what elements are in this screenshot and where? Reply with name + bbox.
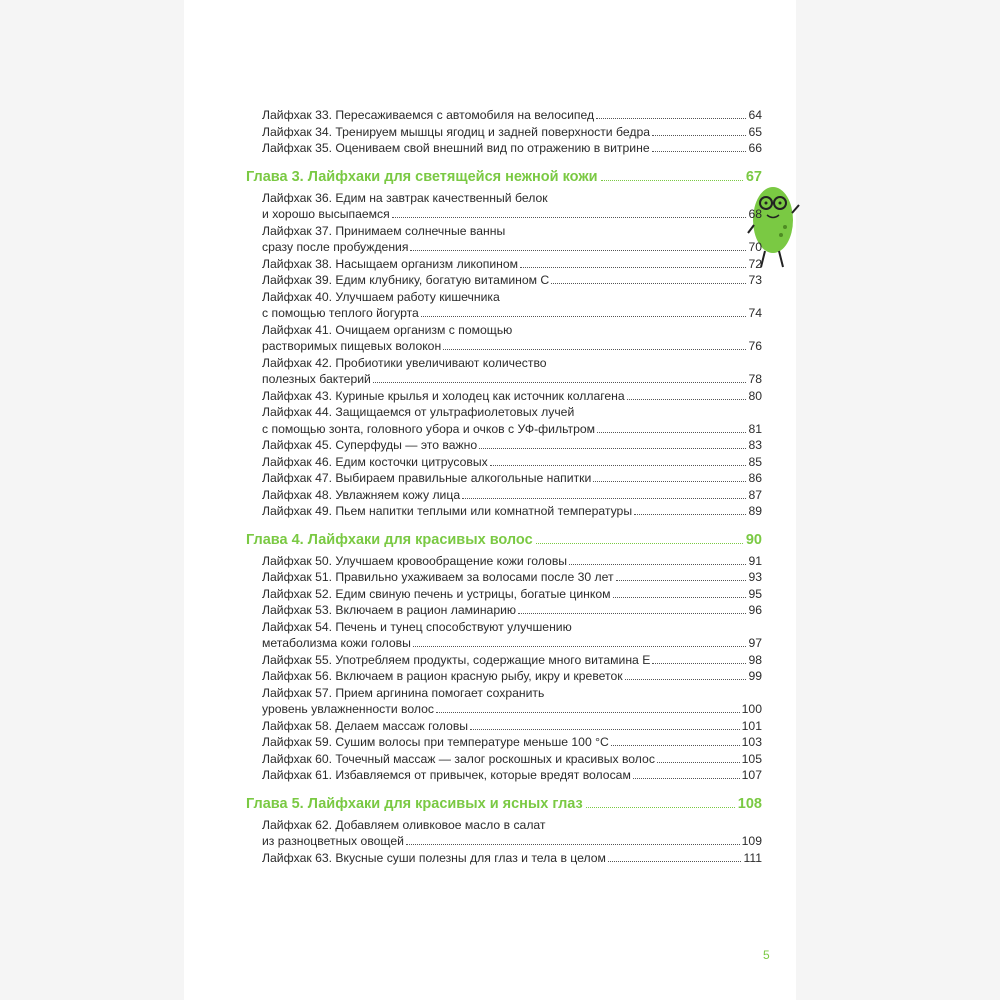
dot-leader (625, 679, 747, 680)
toc-entry[interactable] (246, 619, 762, 652)
toc-entry[interactable] (246, 322, 762, 355)
dot-leader (462, 498, 746, 499)
dot-leader (596, 118, 746, 119)
toc-entry-title: Лайфхак 49. Пьем напитки теплыми или комнатной температуры (262, 504, 633, 518)
toc-entry-title: Лайфхак 45. Суперфуды — это важно (262, 438, 478, 452)
toc-entry-title: Лайфхак 35. Оцениваем свой внешний вид по отражению в витрине (262, 141, 650, 155)
toc-entry[interactable] (246, 272, 762, 289)
toc-entry-title: Лайфхак 59. Сушим волосы при температуре меньше 100 °С (262, 735, 609, 749)
dot-leader (551, 283, 746, 284)
toc-entry[interactable] (246, 355, 762, 388)
dot-leader (611, 745, 740, 746)
toc-entry-title: Лайфхак 51. Правильно ухаживаем за волосами после 30 лет (262, 570, 614, 584)
dot-leader (569, 564, 746, 565)
toc-entry[interactable] (246, 404, 762, 437)
toc-entry-page: 97 (748, 636, 762, 650)
dot-leader (536, 543, 743, 544)
toc-entry-title: Лайфхак 38. Насыщаем организм ликопином (262, 256, 519, 271)
toc-entry-page: 78 (748, 372, 762, 386)
toc-entry-title-line2: с помощью теплого йогурта (262, 306, 419, 320)
toc-entry-title: Лайфхак 52. Едим свиную печень и устрицы, богатые цинком (262, 586, 611, 601)
toc-entry[interactable] (246, 124, 762, 141)
toc-entry-title: Лайфхак 33. Пересаживаемся с автомобиля на велосипед (262, 108, 595, 122)
chapter-heading[interactable] (246, 166, 762, 188)
toc-entry-title-line1: Лайфхак 62. Добавляем оливковое масло в салат (262, 817, 546, 832)
toc-entry-page: 95 (748, 586, 762, 601)
toc-entry-page: 96 (748, 603, 762, 617)
dot-leader (652, 663, 746, 664)
toc-entry-page: 66 (748, 141, 762, 155)
toc-entry[interactable] (246, 767, 762, 784)
toc-entry-page: 70 (748, 240, 762, 254)
toc-entry-title-line2: уровень увлажненности волос (262, 702, 435, 716)
toc-entry-page: 105 (741, 751, 762, 766)
toc-entry-page: 73 (748, 273, 762, 287)
toc-entry-title: Лайфхак 63. Вкусные суши полезны для глаз и тела в целом (262, 850, 606, 865)
dot-leader (597, 432, 746, 433)
chapter-title: Глава 5. Лайфхаки для красивых и ясных глаз (246, 795, 583, 812)
chapter-title: Глава 4. Лайфхаки для красивых волос (246, 531, 533, 548)
toc-entry-title: Лайфхак 56. Включаем в рацион красную рыбу, икру и креветок (262, 669, 623, 683)
toc-entry-page: 85 (748, 454, 762, 469)
toc-entry-page: 109 (741, 834, 762, 848)
dot-leader (470, 729, 740, 730)
toc-entry-title: Лайфхак 46. Едим косточки цитрусовых (262, 454, 488, 469)
toc-entry-title-line2: с помощью зонта, головного убора и очков с УФ-фильтром (262, 421, 596, 436)
toc-entry[interactable] (246, 140, 762, 157)
toc-entry[interactable] (246, 586, 762, 603)
toc-entry-page: 103 (741, 735, 762, 749)
chapter-page: 67 (745, 168, 762, 185)
toc-entry-page: 86 (748, 471, 762, 485)
dot-leader (518, 613, 746, 614)
toc-entry[interactable] (246, 685, 762, 718)
dot-leader (413, 646, 747, 647)
toc-entry-title: Лайфхак 61. Избавляемся от привычек, которые вредят волосам (262, 768, 631, 782)
toc-entry-title: Лайфхак 48. Увлажняем кожу лица (262, 487, 461, 502)
toc-entry-title-line1: Лайфхак 44. Защищаемся от ультрафиолетовых лучей (262, 405, 575, 419)
toc-entry-page: 99 (748, 669, 762, 683)
toc-entry-title-line2: и хорошо высыпаемся (262, 207, 390, 221)
dot-leader (490, 465, 747, 466)
dot-leader (410, 250, 746, 251)
toc-entry[interactable] (246, 652, 762, 669)
toc-entry[interactable] (246, 569, 762, 586)
toc-entry-title: Лайфхак 39. Едим клубнику, богатую витамином С (262, 273, 550, 287)
toc-entry-title: Лайфхак 58. Делаем массаж головы (262, 718, 469, 733)
dot-leader (392, 217, 747, 218)
toc-entry[interactable] (246, 256, 762, 273)
dot-leader (627, 399, 747, 400)
toc-entry-title-line2: полезных бактерий (262, 372, 371, 386)
toc-entry-title-line1: Лайфхак 57. Прием аргинина помогает сохранить (262, 685, 545, 700)
chapter-page: 108 (737, 795, 762, 812)
toc-entry[interactable] (246, 850, 762, 867)
dot-leader (633, 778, 740, 779)
toc-entry[interactable] (246, 454, 762, 471)
toc-entry-page: 72 (748, 256, 762, 271)
toc-entry-title-line1: Лайфхак 54. Печень и тунец способствуют улучшению (262, 619, 572, 634)
dot-leader (520, 267, 746, 268)
toc-entry-page: 74 (748, 306, 762, 320)
toc-entry-title: Лайфхак 43. Куриные крылья и холодец как источник коллагена (262, 388, 625, 403)
toc-entry[interactable] (246, 487, 762, 504)
chapter-heading[interactable] (246, 529, 762, 551)
dot-leader (406, 844, 740, 845)
toc-entry[interactable] (246, 751, 762, 768)
toc-entry[interactable] (246, 817, 762, 850)
toc-entry-page: 80 (748, 388, 762, 403)
toc-entry-page: 91 (748, 553, 762, 568)
toc-entry-title: Лайфхак 60. Точечный массаж — залог роскошных и красивых волос (262, 751, 655, 766)
toc-entry-title-line1: Лайфхак 41. Очищаем организм с помощью (262, 322, 513, 337)
toc-entry-page: 87 (748, 487, 762, 502)
toc-entry-page: 89 (748, 504, 762, 518)
toc-entry-page: 65 (748, 124, 762, 139)
table-of-contents (246, 107, 762, 866)
dot-leader (593, 481, 746, 482)
toc-entry[interactable] (246, 437, 762, 454)
toc-entry[interactable] (246, 668, 762, 685)
toc-entry-title-line2: растворимых пищевых волокон (262, 339, 442, 353)
toc-entry[interactable] (246, 718, 762, 735)
toc-entry-title-line1: Лайфхак 42. Пробиотики увеличивают количество (262, 355, 547, 370)
toc-entry[interactable] (246, 388, 762, 405)
toc-entry[interactable] (246, 470, 762, 487)
toc-entry[interactable] (246, 107, 762, 124)
chapter-title: Глава 3. Лайфхаки для светящейся нежной кожи (246, 168, 598, 185)
toc-entry-page: 68 (748, 207, 762, 221)
toc-entry-page: 101 (741, 718, 762, 733)
toc-entry-title: Лайфхак 50. Улучшаем кровообращение кожи головы (262, 553, 568, 568)
toc-entry-page: 111 (743, 850, 762, 865)
toc-entry-title-line1: Лайфхак 36. Едим на завтрак качественный белок (262, 190, 548, 205)
toc-entry-title: Лайфхак 55. Употребляем продукты, содержащие много витамина Е (262, 652, 651, 667)
toc-entry-title-line2: метаболизма кожи головы (262, 636, 411, 650)
toc-entry-page: 83 (748, 438, 762, 452)
dot-leader (421, 316, 747, 317)
toc-entry-page: 107 (741, 768, 762, 782)
page-number: 5 (763, 948, 770, 962)
dot-leader (657, 762, 740, 763)
toc-entry[interactable] (246, 190, 762, 223)
toc-entry-title: Лайфхак 34. Тренируем мышцы ягодиц и задней поверхности бедра (262, 124, 651, 139)
toc-entry-title-line1: Лайфхак 37. Принимаем солнечные ванны (262, 223, 506, 238)
toc-entry-title-line1: Лайфхак 40. Улучшаем работу кишечника (262, 289, 500, 304)
dot-leader (436, 712, 740, 713)
dot-leader (586, 807, 735, 808)
toc-entry[interactable] (246, 553, 762, 570)
dot-leader (652, 151, 747, 152)
toc-entry-page: 93 (748, 570, 762, 584)
toc-entry-title: Лайфхак 53. Включаем в рацион ламинарию (262, 603, 517, 617)
toc-entry[interactable] (246, 503, 762, 520)
toc-entry-page: 81 (748, 421, 762, 436)
toc-entry[interactable] (246, 289, 762, 322)
chapter-page: 90 (745, 531, 762, 548)
dot-leader (601, 180, 743, 181)
dot-leader (616, 580, 747, 581)
dot-leader (373, 382, 747, 383)
dot-leader (608, 861, 742, 862)
dot-leader (652, 135, 746, 136)
toc-entry[interactable] (246, 602, 762, 619)
toc-entry-title: Лайфхак 47. Выбираем правильные алкогольные напитки (262, 471, 592, 485)
dot-leader (613, 597, 747, 598)
dot-leader (479, 448, 746, 449)
toc-entry-title-line2: из разноцветных овощей (262, 834, 404, 848)
toc-entry[interactable] (246, 734, 762, 751)
dot-leader (634, 514, 746, 515)
toc-entry-page: 100 (741, 702, 762, 716)
toc-entry-page: 76 (748, 339, 762, 353)
toc-entry-title-line2: сразу после пробуждения (262, 240, 409, 254)
chapter-heading[interactable] (246, 793, 762, 815)
toc-entry[interactable] (246, 223, 762, 256)
toc-entry-page: 64 (748, 108, 762, 122)
dot-leader (443, 349, 746, 350)
toc-entry-page: 98 (748, 652, 762, 667)
